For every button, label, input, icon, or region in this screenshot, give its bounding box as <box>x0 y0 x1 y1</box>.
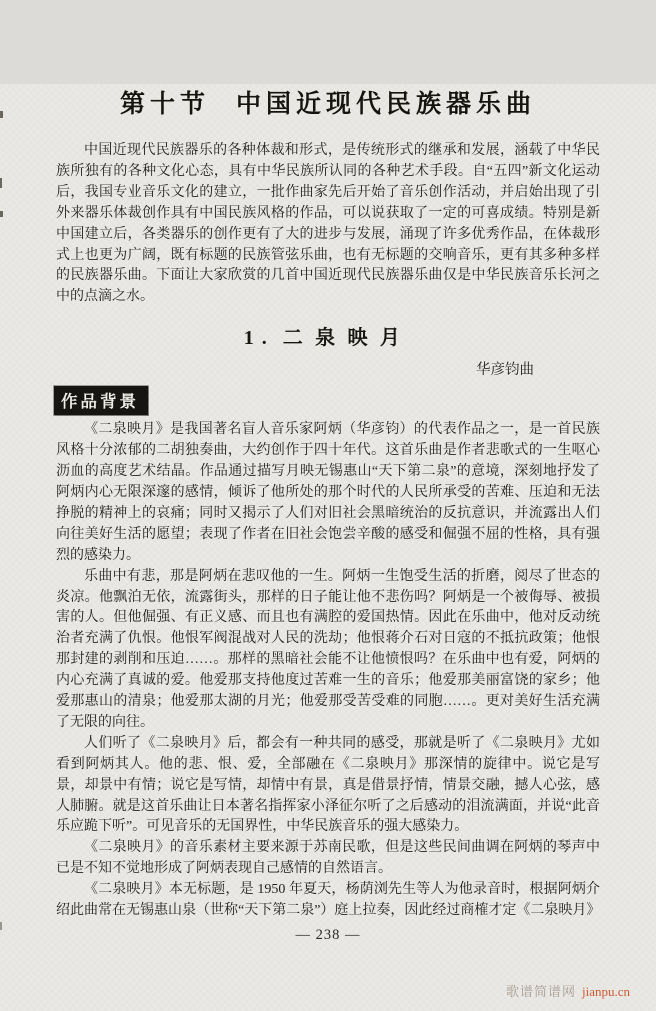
book-page-scan <box>0 84 656 1011</box>
piece-number: 1. <box>243 327 275 350</box>
background-paragraph-5: 《二泉映月》本无标题，是 1950 年夏天，杨荫浏先生等人为他录音时，根据阿炳介绍此曲常在无锡惠山泉（世称“天下第二泉”）庭上拉奏，因此经过商榷才定《二泉映月》 <box>56 882 601 919</box>
page-content <box>0 84 656 944</box>
section-title-text: 中国近现代民族器乐曲 <box>236 91 537 118</box>
piece-heading <box>56 321 600 350</box>
watermark <box>506 981 630 1000</box>
background-paragraph-1: 《二泉映月》是我国著名盲人音乐家阿炳（华彦钧）的代表作品之一，是一首民族风格十分浓郁的二胡独奏曲，大约创作于四十年代。这首乐曲是作者悲歌式的一生呕心沥血的高度艺术结晶。作品通过描写月映无锡惠山“天下第二泉”的意境，深刻地抒发了阿炳内心无限深邃的感情，倾诉了他所处的那个时代的人民所承受的苦难、压迫和无法挣脱的精神上的哀痛；同时又揭示了人们对旧社会黑暗统治的反抗意识，并流露出人们向往美好生活的愿望；表现了作者在旧社会饱尝辛酸的感受和倔强不屈的性格，具有强烈的感染力。 <box>56 422 600 563</box>
scan-artifact <box>0 178 2 188</box>
watermark-site-url: jianpu.cn <box>581 984 630 999</box>
page-number: — 238 — <box>295 927 361 943</box>
background-header-row <box>56 379 600 420</box>
background-paragraph-4: 《二泉映月》的音乐素材主要来源于苏南民歌，但是这些民间曲调在阿炳的琴声中已是不知不觉地形成了阿炳表现自己感情的自然语言。 <box>56 840 600 877</box>
scan-artifact <box>0 211 3 217</box>
scan-artifact <box>0 111 3 118</box>
background-paragraph-3: 人们听了《二泉映月》后，都会有一种共同的感受，那就是听了《二泉映月》尤如看到阿炳其人。他的悲、恨、爱，全部融在《二泉映月》那深情的旋律中。说它是写景，却景中有情；说它是写情，却情中有景，真是借景抒情，情景交融，撼人心弦，感人肺腑。就是这首乐曲让日本著名指挥家小泽征尔听了之后感动的泪流满面，并说“此音乐应跪下听”。可见音乐的无国界性，中华民族音乐的强大感染力。 <box>56 735 600 835</box>
chapter-heading <box>56 84 600 120</box>
background-paragraph-2: 乐曲中有悲，那是阿炳在悲叹他的一生。阿炳一生饱受生活的折磨，阅尽了世态的炎凉。他飘泊无依，流露街头，那样的日子能让他不悲伤吗？阿炳是一个被侮辱、被损害的人。但他倔强、有正义感、而且也有满腔的爱国热情。因此在乐曲中，他对反动统治者充满了仇恨。他恨军阀混战对人民的洗劫；他恨蒋介石对日寇的不抵抗政策；他恨那封建的剥削和压迫……。那样的黑暗社会能不让他愤恨吗？在乐曲中也有爱，阿炳的内心充满了真诚的爱。他爱那支持他度过苦难一生的音乐；他爱那美丽富饶的家乡；他爱那惠山的清泉；他爱那太湖的月光；他爱那受苦受难的同胞……。更对美好生活充满了无限的向往。 <box>56 568 600 730</box>
scan-artifact <box>0 922 2 930</box>
intro-paragraph: 中国近现代民族器乐的各种体裁和形式，是传统形式的继承和发展，涵载了中华民族所独有的各种文化心态，具有中华民族所认同的各种艺术手段。自“五四”新文化运动后，我国专业音乐文化的建立，一批作曲家先后开始了音乐创作活动，并启始出现了引外来器乐体裁创作具有中国民族风格的作品，可以说获取了一定的可喜成绩。特别是新中国建立后，各类器乐的创作更有了大的进步与发展，涌现了许多优秀作品，在体裁形式上也更为广阔，既有标题的民族管弦乐曲，也有无标题的交响音乐，更有其多种多样的民族器乐曲。下面让大家欣赏的几首中国近现代民族器乐曲仅是中华民族音乐长河之中的点滴之水。 <box>56 143 600 305</box>
section-number-label: 第十节 <box>119 91 210 118</box>
piece-name: 二泉映月 <box>282 327 413 350</box>
composer-credit: 华彦钧曲 <box>476 362 534 379</box>
watermark-site-name: 歌谱简谱网 <box>505 984 576 999</box>
background-section-header: 作品背景 <box>54 386 148 415</box>
